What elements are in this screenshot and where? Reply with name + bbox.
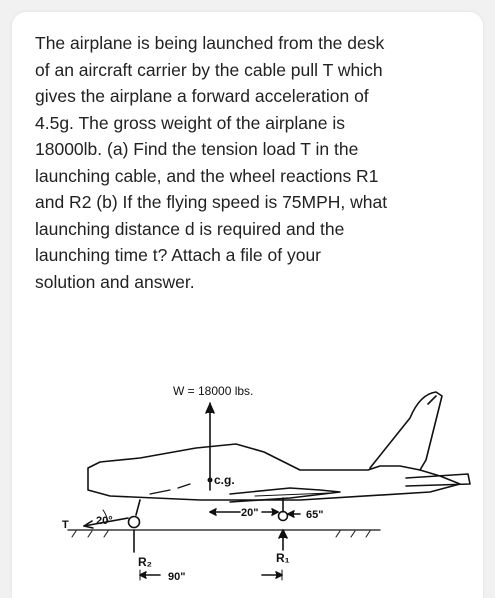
cg-label: c.g. bbox=[214, 473, 235, 487]
tension-label: T bbox=[62, 519, 69, 531]
nose-gear bbox=[136, 500, 140, 515]
angle-label: 20° bbox=[96, 515, 113, 527]
r2-label: R₂ bbox=[138, 555, 152, 569]
dim-65-label: 65" bbox=[306, 509, 324, 521]
main-wheel bbox=[279, 512, 288, 521]
question-text: The airplane is being launched from the desk of an aircraft carrier by the cable pull T which gives the airplane a forward acceleration of 4.5g. The gross weight of the airplane is 18000lb. (a) Find the tension load T in the launching cable, and the wheel reactions R1 and R2 (b) If the flying speed is 75MPH, what launching distance d is required and the launching time t? Attach a file of your solution and answer. bbox=[35, 33, 388, 292]
nose-wheel bbox=[129, 517, 140, 528]
dim-20-label: 20" bbox=[241, 507, 259, 519]
horizontal-stabilizer bbox=[406, 474, 470, 486]
dim-90-label: 90" bbox=[168, 571, 186, 583]
cg-dot bbox=[208, 478, 213, 483]
weight-label: W = 18000 lbs. bbox=[173, 384, 254, 398]
fuselage-outline bbox=[88, 444, 460, 500]
tail-fin bbox=[370, 392, 442, 470]
r1-label: R₁ bbox=[276, 551, 290, 565]
